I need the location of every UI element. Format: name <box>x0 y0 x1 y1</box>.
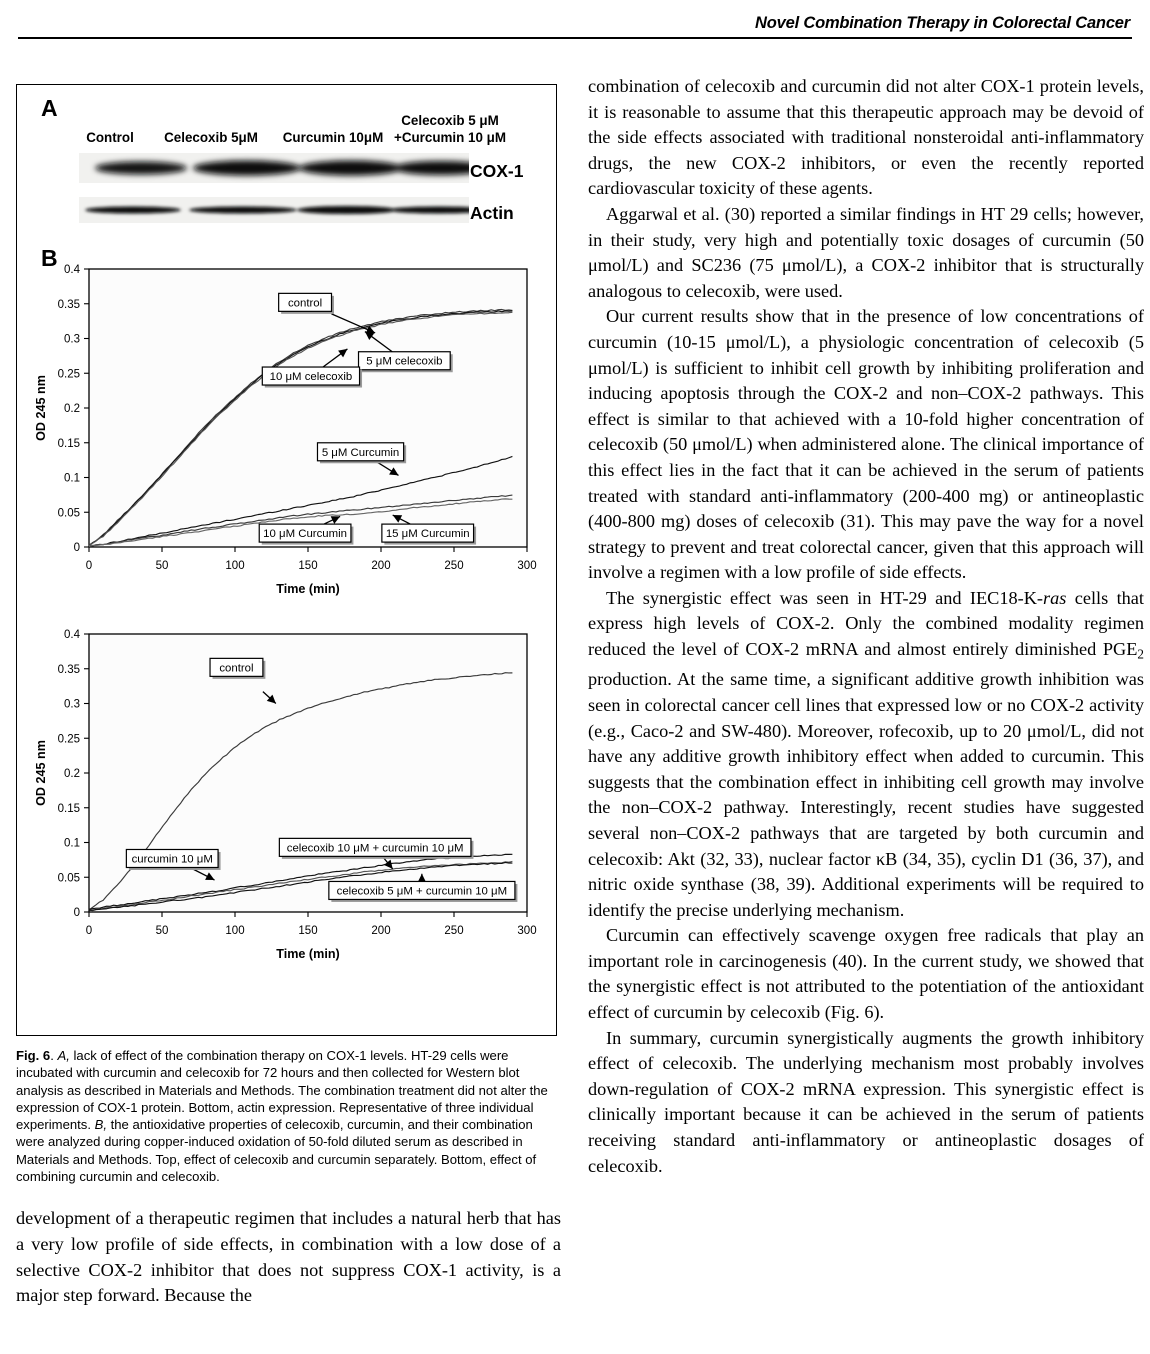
x-tick-label: 250 <box>444 925 464 937</box>
chart-bottom <box>31 620 543 970</box>
caption-segment: B, <box>94 1117 107 1133</box>
blot-strip-cox1 <box>79 153 469 183</box>
x-tick-label: 50 <box>155 925 169 937</box>
x-tick-label: 200 <box>371 925 391 937</box>
left-column <box>16 84 561 1309</box>
x-axis-title: Time (min) <box>276 582 340 596</box>
blot-lane-label-line: Celecoxib 5μM <box>164 130 258 145</box>
caption-segment: . <box>50 1048 58 1063</box>
annotation-label: control <box>219 662 254 675</box>
body-paragraph: Curcumin can effectively scavenge oxygen free radicals that play an important role in carcinogenesis (40). In the current study, we showed that the synergistic effect is not attributed to the potentiation of the antioxidant effect of curcumin by celecoxib (Fig. 6). <box>588 925 1144 1023</box>
caption-segment: A, <box>57 1048 70 1063</box>
annotation-label: 5 μM celecoxib <box>366 355 443 368</box>
chart-combination <box>31 620 543 970</box>
y-tick-label: 0.35 <box>57 298 80 311</box>
body-paragraph: In summary, curcumin synergistically augments the growth inhibitory effect of celecoxib. The underlying mechanism most probably involves down-regulation of COX-2 mRNA expression. This synergistic effect is clinically important because it can be achieved in the serum of patients receiving standard anti-inflammatory or antineoplastic dosages of celecoxib. <box>588 1027 1144 1176</box>
annotation-label: 15 μM Curcumin <box>385 528 470 541</box>
y-tick-label: 0.3 <box>64 333 80 346</box>
y-tick-label: 0.25 <box>57 368 80 381</box>
running-head-rule <box>18 37 1132 39</box>
y-tick-label: 0.2 <box>64 768 80 780</box>
y-tick-label: 0.1 <box>64 472 80 485</box>
annotation-label: celecoxib 5 μM + curcumin 10 μM <box>336 885 508 898</box>
body-paragraph: development of a therapeutic regimen that includes a natural herb that has a very low profile of side effects, in combination with a low dose of a selective COX-2 inhibitor that does not suppress COX-1 activity, is a major step forward. Because the <box>16 1208 561 1306</box>
annotation-label: 10 μM Curcumin <box>263 528 347 541</box>
caption-segment: lack of effect of the combination therapy on COX-1 levels. HT-29 cells were incubated with curcumin and celecoxib for 72 hours and then collected for Western blot analysis as described in Materials and Methods. The combination treatment did not alter the expression of COX-1 protein. Bottom, actin expression. Representative of three individual experiments. <box>16 1048 548 1133</box>
running-head-title: Novel Combination Therapy in Colorectal Cancer <box>755 14 1130 32</box>
figure-caption <box>16 1047 557 1185</box>
figure-6 <box>16 84 557 1036</box>
y-tick-label: 0.25 <box>57 733 80 746</box>
annotation-label: curcumin 10 μM <box>131 853 213 866</box>
chart-celecoxib-curcumin-separate <box>31 255 543 605</box>
blot-row-label-actin: Actin <box>470 203 514 223</box>
panel-a-letter: A <box>41 95 58 121</box>
blot-strip-actin <box>79 197 469 223</box>
blot-lane-label-line: Curcumin 10μM <box>282 130 384 145</box>
x-tick-label: 0 <box>85 925 93 937</box>
annotation-label: celecoxib 10 μM + curcumin 10 μM <box>286 842 464 855</box>
x-tick-label: 150 <box>298 560 318 572</box>
left-column-body-text <box>16 1206 561 1308</box>
panel-b-letter: B <box>41 245 58 271</box>
y-tick-label: 0.35 <box>57 663 80 676</box>
blot-lane-label-4 <box>365 112 535 146</box>
caption-segment: the antioxidative properties of celecoxib, curcumin, and their combination were analyzed during copper-induced oxidation of 50-fold diluted serum as described in Materials and Methods. Top, effect of celecoxib and curcumin separately. Bottom, effect of combining curcumin and celecoxib. <box>16 1117 537 1185</box>
blot-lane-label-line: Control <box>86 130 134 145</box>
annotation-label: 10 μM celecoxib <box>269 371 353 384</box>
y-axis-title: OD 245 nm <box>34 740 48 806</box>
annotation-label: 5 μM Curcumin <box>321 446 400 459</box>
y-tick-label: 0.15 <box>57 437 80 450</box>
blot-lane-label-1 <box>65 129 155 146</box>
y-tick-label: 0.2 <box>64 403 80 415</box>
blot-lane-label-2 <box>147 129 275 146</box>
caption-segment: Fig. 6 <box>16 1048 51 1063</box>
x-tick-label: 100 <box>225 560 245 572</box>
y-tick-label: 0.05 <box>57 507 80 520</box>
y-tick-label: 0.1 <box>64 837 80 850</box>
y-tick-label: 0.15 <box>57 802 80 815</box>
annotation-label: control <box>287 297 323 310</box>
x-axis-title: Time (min) <box>276 947 340 961</box>
blot-lane-label-line: Celecoxib 5 μM <box>401 113 499 128</box>
x-tick-label: 250 <box>444 560 464 572</box>
body-paragraph: Our current results show that in the presence of low concentrations of curcumin (10-15 μmol/L), a physiologic concentration of celecoxib (5 μmol/L) is sufficient to inhibit cell growth by inhibiting proliferation and inducing apoptosis through the COX-2 and non–COX-2 pathways. This effect is similar to that achieved with a 10-fold higher concentration of celecoxib (50 μmol/L) when administered alone. The clinical importance of this effect lies in the fact that it can be achieved in the serum of patients treated with standard anti-inflammatory (200-400 mg) or antineoplastic (400-800 mg) doses of celecoxib (31). This may pave the way for a novel strategy to prevent and treat colorectal cancer, given that this approach will involve a regimen with a low profile of side effects. <box>588 306 1144 583</box>
x-tick-label: 50 <box>155 560 169 572</box>
x-tick-label: 300 <box>517 925 537 937</box>
y-tick-label: 0.05 <box>57 872 80 885</box>
panel-a-western-blot <box>17 85 557 241</box>
x-tick-label: 200 <box>371 560 391 572</box>
plot-area <box>89 634 527 912</box>
y-tick-label: 0.4 <box>64 629 80 641</box>
running-head <box>18 14 1132 39</box>
y-tick-label: 0 <box>73 907 80 919</box>
body-paragraph: Aggarwal et al. (30) reported a similar findings in HT 29 cells; however, in their study, very high and potentially toxic dosages of curcumin (50 μmol/L) and SC236 (75 μmol/L), a COX-2 inhibitor that is structurally analogous to celecoxib, were used. <box>588 203 1144 301</box>
chart-top <box>31 255 543 605</box>
body-paragraph: The synergistic effect was seen in HT-29 and IEC18-K-ras cells that express high levels of COX-2. Only the combined modality regimen reduced the level of COX-2 mRNA and almost entirely diminished $PGE_2$ production. At the same time, a significant additive growth inhibition was seen in colorectal cancer cell lines that expressed low or no COX-2 activity (e.g., Caco-2 and SW-480). Moreover, rofecoxib, up to 20 μmol/L, did not have any additive growth inhibitory effect when added to curcumin. This suggests that the combination effect in inhibiting cell growth may involve the non–COX-2 pathway. Interestingly, recent studies have suggested several non–COX-2 pathways that are targeted by both curcumin and celecoxib: Akt (32, 33), nuclear factor κB (34, 35), cyclin D1 (36, 37), and nitric oxide synthase (38, 39). Additional experiments will be required to identify the precise underlying mechanism. <box>588 587 1144 920</box>
x-tick-label: 100 <box>225 925 245 937</box>
y-axis-title: OD 245 nm <box>34 375 48 441</box>
x-tick-label: 0 <box>85 560 93 572</box>
x-tick-label: 150 <box>298 925 318 937</box>
x-tick-label: 300 <box>517 560 537 572</box>
blot-lane-label-line: +Curcumin 10 μM <box>394 130 506 145</box>
right-column-body-text <box>588 74 1144 1179</box>
y-tick-label: 0.4 <box>64 264 80 276</box>
blot-row-label-cox1: COX-1 <box>470 161 524 181</box>
y-tick-label: 0 <box>73 542 80 554</box>
y-tick-label: 0.3 <box>64 698 80 711</box>
body-paragraph: combination of celecoxib and curcumin did not alter COX-1 protein levels, it is reasonable to assume that this therapeutic approach may be devoid of the side effects associated with traditional nonsteroidal anti-inflammatory drugs, the new COX-2 inhibitors, or even the recently reported cardiovascular toxicity of these agents. <box>588 76 1144 199</box>
